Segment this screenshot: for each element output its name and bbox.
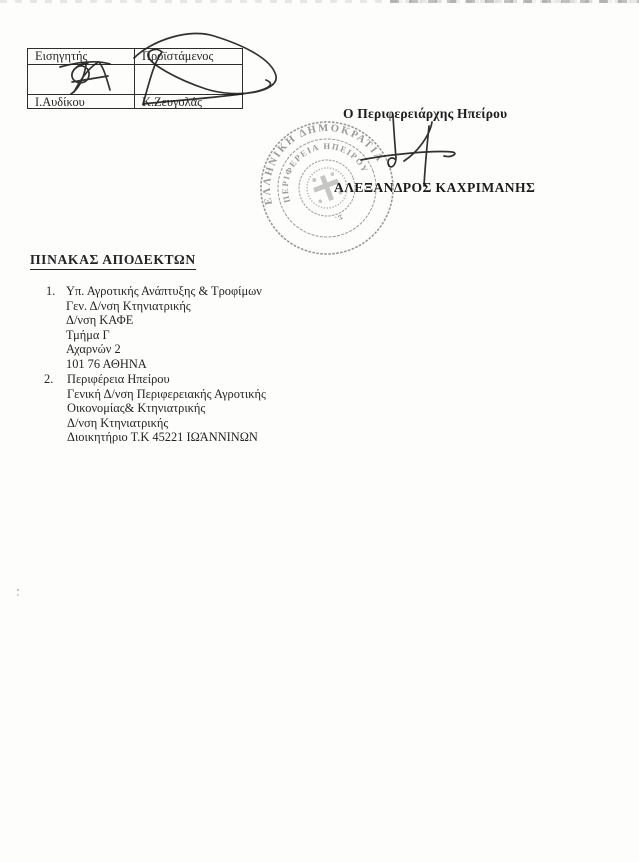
recipients-list: [46, 284, 266, 445]
recipient-line: Οικονομίας& Κτηνιατρικής: [67, 401, 206, 415]
recipient-item-2: [46, 372, 266, 445]
recipient-line: Διοικητήριο Τ.Κ 45221 ΙΩΆΝΝΙΝΩΝ: [67, 430, 258, 444]
stamp-bottom-mark: Σ.: [333, 212, 344, 224]
svg-text:Σ.: [333, 212, 344, 223]
approvals-name-left: Ι.Αυδίκου: [28, 94, 134, 108]
recipient-line: Γεν. Δ/νση Κτηνιατρικής: [66, 298, 191, 313]
recipient-item-1: [46, 284, 266, 371]
approvals-name-right: Κ.Ζευγολάς: [134, 94, 242, 108]
stamp-inner-text: ΠΕΡΙΦΕΡΕΙΑ ΗΠΕΙΡΟΥ: [279, 140, 371, 204]
approvals-header-right: Προϊστάμενος: [134, 49, 242, 64]
stamp-outer-text: ΕΛΛΗΝΙΚΗ ΔΗΜΟΚΡΑΤΙΑ: [261, 122, 386, 206]
recipient-line: 101 76 ΑΘΗΝΑ: [66, 356, 147, 371]
recipient-line: Τμήμα Γ: [66, 327, 110, 342]
recipient-number: 2.: [44, 372, 54, 386]
recipients-heading: ΠΙΝΑΚΑΣ ΑΠΟΔΕΚΤΩΝ: [30, 252, 196, 270]
approvals-table: [27, 48, 243, 109]
recipient-line: Γενική Δ/νση Περιφερειακής Αγροτικής: [67, 386, 266, 401]
recipient-lines: [64, 372, 266, 445]
signatory-title: Ο Περιφερειάρχης Ηπείρου: [343, 106, 508, 121]
signatory-name: ΑΛΕΞΑΝΔΡΟΣ ΚΑΧΡΙΜΑΝΗΣ: [334, 180, 536, 195]
scan-speck: [17, 589, 19, 591]
stamp-emblem-cross: [310, 170, 344, 205]
recipient-line: Δ/νση ΚΑΦΕ: [66, 313, 134, 327]
approvals-header-left: Εισηγητής: [35, 49, 88, 63]
recipient-line: Δ/νση Κτηνιατρικής: [67, 415, 169, 430]
recipient-lines: [66, 284, 262, 371]
scan-edge-artifact-dark: [390, 0, 639, 3]
recipient-line: Υπ. Αγροτικής Ανάπτυξης & Τροφίμων: [66, 284, 262, 298]
approvals-signature-cell-left: [28, 64, 134, 94]
recipient-line: Αχαρνών 2: [66, 342, 121, 356]
recipient-line: Περιφέρεια Ηπείρου: [67, 372, 170, 386]
approvals-signature-cell-right: [134, 64, 242, 94]
recipient-number: 1.: [46, 284, 56, 298]
